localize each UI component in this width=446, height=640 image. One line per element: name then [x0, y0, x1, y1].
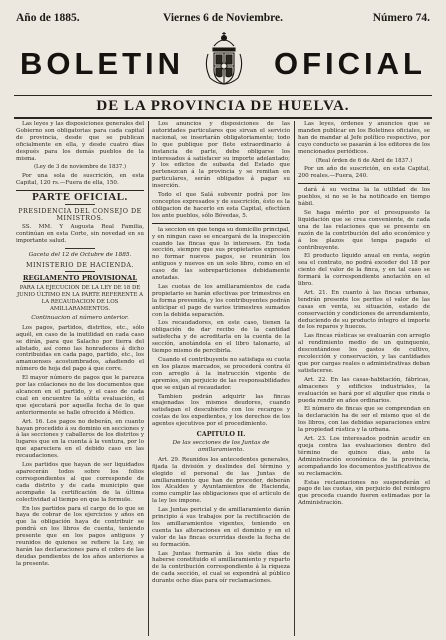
paragraph: El producto líquido anual en renta, según sea el contrato, no podrá exceder del 18 por ciento del valor de la finca, y en tal caso se formará la correspondiente anotación en el libro. [298, 253, 430, 288]
paragraph: Las Juntas pericial y de amillaramiento darán principio á sus trabajos por la rectificación de los amillaramientos vigentes, teniendo en cuenta las alteraciones en el dominio y en el valor de las fincas ocurridas desde la fecha de su formación. [152, 507, 290, 548]
paragraph: El número de fincas que se comprendan en la declaración ha de ser el mismo que el de los libros, con las debidas separaciones entre la propiedad rústica y la urbana. [298, 406, 430, 434]
chapter-heading: CAPITULO II. [196, 430, 246, 439]
paragraph: Se haga mérito por el presupuesto la liquidación que se crea conveniente, de cada una de las relaciones que se presente en razón de la contribución del año económico y á los plazos que tenga pagado el contribuyente. [298, 209, 430, 251]
paragraph: la seccion en que tenga su domicilio principal, y en ningun caso se encargará de la inspección cuando las fincas que lo interesen. En toda sección, siempre que sus propietarios expresen no formar nuevos pagos, se reunirán los antiguos y nuevos en un solo libro, como en el caso de las sobreparticiones debidamente anotadas. [152, 226, 290, 282]
paragraph: Las Juntas formarán á los siete días de haberse constituido el amillaramiento y reparto de la contribución correspondiente á la riqueza de cada sección, el cual se expondrá al público durante ocho días para oír reclamaciones. [152, 550, 290, 585]
paragraph: Todo el que Salá subvenir podrá por los conceptos expresados y de suscrición, ésto es la obligacion de hacerlo en esta Capital, efectúen los ante pueblos, sólo Bóvedas, 5. [152, 192, 290, 219]
subtitle-rule [14, 117, 432, 119]
paragraph: Art. 22. En las casas-habitación, fábricas, almacenes y edificios industriales, la evaluación se hará por el alquiler que rinda o pueda rendir en años ordinarios. [298, 376, 430, 404]
column-3 [298, 121, 430, 636]
issue-number: Número 74. [372, 12, 430, 24]
intro-text: Las leyes y las disposiciones generales del Gobierno son obligatorias para cada capital de provincia, desde que se publican oficialmente en ella, y desde cuatro días después para los demás pueblos de la misma. [16, 121, 144, 162]
continued-note: Continuacion al número anterior. [31, 314, 129, 321]
masthead-subtitle: DE LA PROVINCIA DE HUELVA. [96, 98, 350, 114]
gazette-date: Gaceta del 12 de Octubre de 1885. [28, 251, 132, 258]
paragraph: Las leyes, órdenes y anuncios que se manden publicar en los Boletines oficiales, se han de mandar al Jefe político respectivo, por cuyo conducto se pasarán á los editores de los mencionados periódicos. [298, 121, 430, 155]
paragraph: Los anuncios y disposiciones de las autoridades particulares que sirvan el servicio nacional, se insertarán obligatoriamente; todo lo que publique por flete extraordinario á instancia de parte, debe obligarse los interesados á satisfacer su importe adelantado; y los edictos de subasta del Estado que pertenezcan á la provincia y se remitan en particulares, serán obligados á pagar su inserción. [152, 121, 290, 190]
paragraph: En los partidos para el cargo de lo que se haya de cobrar de los ejercicios y años en que la obligación haya de contribuir se pondrá en los libros de cuenta, teniendo presente que en los pagos antiguos y reunidos de quienes se refiere la Ley, se harán las declaraciones para el cobro de las deudas pendientes de los años anteriores a la presente. [16, 505, 144, 567]
paragraph: Art. 16. Los pagos no deberán, en cuanto hayan procedido á su dominio en secciones y á las secciones y caballeros de los distritos y lugares que en la cuenta á la ventura, por lo que apareciera en el debido caso en las recaudaciones. [16, 418, 144, 460]
paragraph: Art. 21. En cuanto á las fincas urbanas, tendrán presente los peritos el valor de las casas en venta, su situación, estado de conservación y condiciones de arrendamiento, deduciendo de su producto íntegro el importe de los reparos y huecos. [298, 289, 430, 331]
paragraph: Las cuotas de los amillaramientos de cada propietario se harán efectivas por trimestres en la forma prevenida, y los contribuyentes podrán anticipar el pago de varios trimestres sumados con la debida separación. [152, 283, 290, 318]
paragraph: Los recaudadores, en este caso, tienen la obligación de dar recibo de la cantidad satisfecha y de acreditarla en la cuenta de la sección, anotándola en el libro talonario, al tiempo mismo de percibirla. [152, 320, 290, 355]
paragraph: Art. 29. Reunidos los antecedentes generales, fijada la división y deslindes del término y elegido el personal de las Juntas de amillaramiento que han de proceder, deberán los Alcaldes y Ayuntamientos de Hacienda, como cumplir las obligaciones que el artículo de la ley les impone. [152, 456, 290, 505]
masthead-rule [14, 95, 432, 96]
divider [152, 223, 290, 224]
column-divider [294, 121, 295, 636]
masthead-word-right: OFICIAL [274, 46, 426, 81]
column-1 [16, 121, 144, 636]
paragraph: Art. 23. Los interesados podrán acudir en queja contra las evaluaciones dentro del término de quince días, ante la Administración económica de la provincia, acompañando los documentos justificativos de su reclamación. [298, 436, 430, 477]
column-divider [148, 121, 149, 636]
ministry-heading: MINISTERIO DE HACIENDA. [25, 260, 135, 269]
paragraph: Por un año de suscrición, en esta Capital, 200 reales.—Fuera, 240. [298, 166, 430, 180]
intro-price: Por una sola de suscrición, en esta Capital, 120 rs.—Fuera de ella, 150. [16, 173, 144, 187]
paragraph: SS. MM. Y Augusta Real Familia, continúan en esta Corte, sin novedad en su importante salud. [16, 223, 144, 244]
date-label: Viernes 6 de Noviembre. [162, 12, 284, 24]
divider [65, 248, 95, 249]
paragraph: Los partidos que hayan de ser liquidados aparecerán todos sobre los folios correspondientes al que corresponde de cada distrito y de cada municipio que acompañe la certificación de la última colectividad al tiempo en que la formule. [16, 462, 144, 503]
paragraph: dará á su vecina la la utilidad de los pueblos, si no se le ha notificado en tiempo hábil. [298, 187, 430, 208]
paragraph: El mayor número de pagos que le parezca por las colaciones no de los documentos que alcancen en el partido, y el caso de cada cual en encuentre la sólita evaluación, el que ejecutará por aquella fecha de lo que anteriormente se halle ofrecido á Médico. [16, 375, 144, 416]
regulation-subtitle: PARA LA EJECUCION DE LA LEY DE 18 DE JUNIO ÚLTIMO EN LA PARTE REFERENTE A LA RECAUDACION DE LOS AMILLARAMIENTOS. [16, 285, 144, 313]
masthead [14, 30, 432, 92]
paragraph-note: (Real órden de 6 de Abril de 1837.) [315, 157, 413, 164]
column-2 [152, 121, 290, 636]
top-info-line [16, 12, 430, 26]
chapter-subtitle: De las secciones de los Juntas de amillaramiento. [172, 439, 270, 453]
divider [65, 204, 95, 205]
paragraph: Los pagos, partidos, distritos, etc., sólo aquél, en caso de la inutilidad en cada caso se dirán, para que Salacho por tierra del alistado, así como las honradeces á dicho contribuidas en cada pago, partido, etc., los amanuenses acostumbrados, añadiendo el número de hoja del pago á que corre. [16, 324, 144, 373]
masthead-word-left: BOLETIN [20, 46, 185, 81]
ministry-heading: PRESIDENCIA DEL CONSEJO DE MINISTROS. [18, 207, 142, 222]
intro-note: (Ley de 3 de noviembre de 1837.) [33, 164, 127, 171]
royal-crest-icon [200, 30, 248, 90]
paragraph: Estas reclamaciones no suspenderán el pago de las cuotas, sin perjuicio del reintegro que proceda cuando fueren estimadas por la Administración. [298, 479, 430, 507]
paragraph: Las fincas rústicas se evaluarán con arreglo al rendimiento medio de un quinquenio, descontándose los gastos de cultivo, recolección y conservación, y las cantidades que por cargas reales o administrativas deban satisfacerse. [298, 333, 430, 374]
regulation-title: REGLAMENTO PROVISIONAL [22, 274, 138, 283]
year-label: Año de 1885. [16, 12, 80, 24]
divider [65, 271, 95, 272]
paragraph: Tambien podrán adquirir las fincas enajenadas los mismos deudores, cuando satisfagan el descubierto con los recargos y costas de los expedientes, y los derechos de los agentes ejecutivos por el procedimiento. [152, 393, 290, 428]
section-title: PARTE OFICIAL. [32, 191, 128, 204]
divider [298, 183, 430, 184]
paragraph: Cuando el contribuyente no satisfaga su cuota en los plazos marcados, se procederá contra él con arreglo á la instrucción vigente de apremios, sin perjuicio de las responsabilidades que se exijan al recaudador. [152, 357, 290, 391]
